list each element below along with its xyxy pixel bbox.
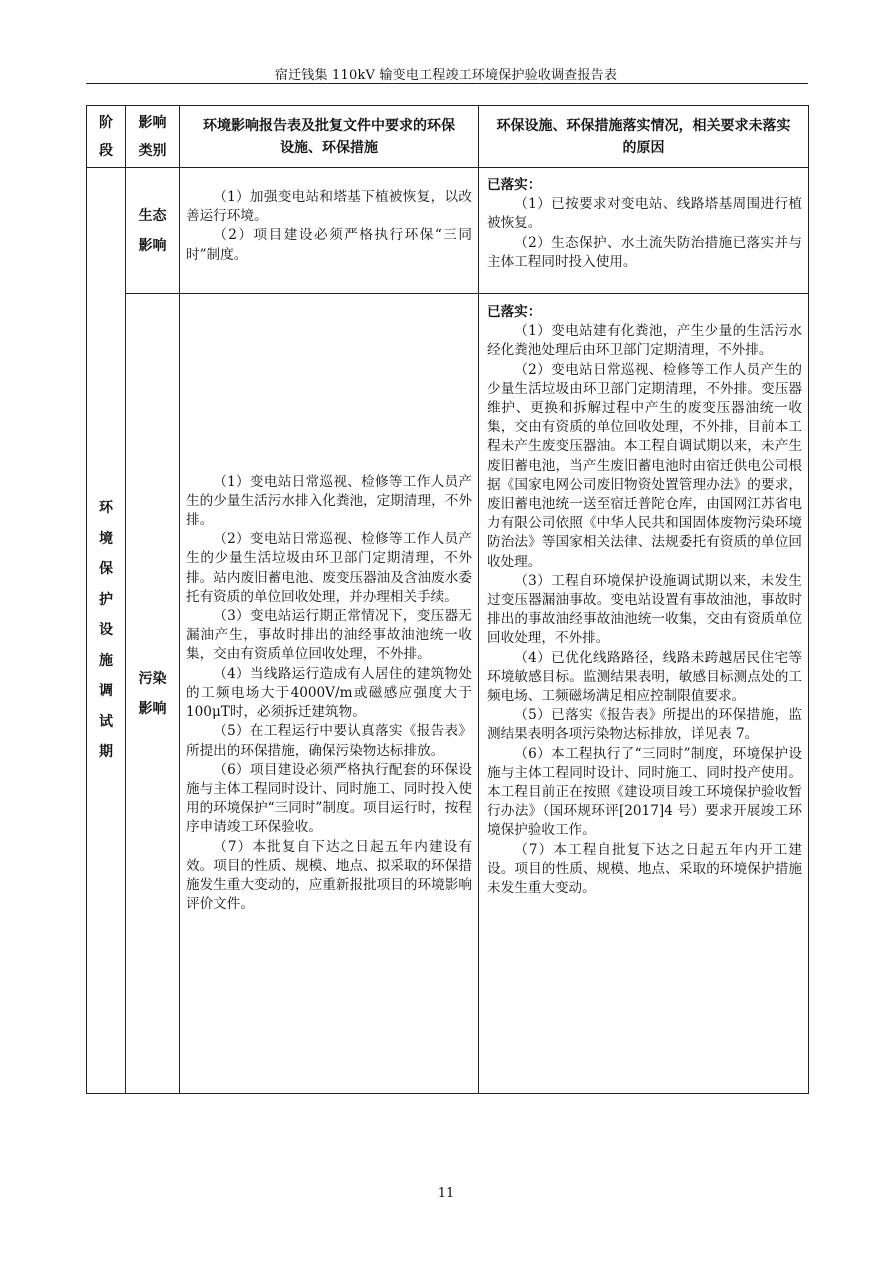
stage-cell bbox=[87, 168, 126, 1094]
implementation-item: （6）本工程执行了“三同时”制度，环境保护设施与主体工程同时设计、同时施工、同时投产使用。本工程目前正在按照《建设项目竣工环境保护验收暂行办法》（国环规环评[2017]4 号）要求开展竣工环境保护验收工作。 bbox=[487, 745, 802, 839]
column-header-implementation: 环保设施、环保措施落实情况，相关要求未落实的原因 bbox=[479, 106, 809, 168]
requirements-cell bbox=[180, 168, 479, 294]
requirement-item: （1）加强变电站和塔基下植被恢复，以改善运行环境。 bbox=[186, 189, 472, 225]
implementation-item: （2）生态保护、水土流失防治措施已落实并与主体工程同时投入使用。 bbox=[487, 234, 802, 270]
category-label: 污染影响 bbox=[138, 670, 167, 717]
implementation-item: （7）本工程自批复下达之日起五年内开工建设。项目的性质、规模、地点、采取的环境保护措施未发生重大变动。 bbox=[487, 841, 802, 897]
requirement-item: （4）当线路运行造成有人居住的建筑物处的工频电场大于4000V/m或磁感应强度大于100μT时，必须拆迁建筑物。 bbox=[186, 665, 472, 721]
category-cell-ecology bbox=[126, 168, 180, 294]
stage-label: 环境保护设施调试期 bbox=[99, 500, 113, 761]
requirement-item: （7）本批复自下达之日起五年内建设有效。项目的性质、规模、地点、拟采取的环保措施发生重大变动的，应重新报批项目的环境影响评价文件。 bbox=[186, 838, 472, 913]
category-cell-pollution bbox=[126, 294, 180, 1094]
header-divider bbox=[86, 83, 808, 84]
table-row-pollution bbox=[87, 294, 809, 1094]
implementation-item: （2）变电站日常巡视、检修等工作人员产生的少量生活垃圾由环卫部门定期清理，不外排。变压器维护、更换和拆解过程中产生的废变压器油统一收集，交由有资质的单位回收处理，不外排，目前本工程未产生废变压器油。本工程自调试期以来，未产生废旧蓄电池，当产生废旧蓄电池时由宿迁供电公司根据《国家电网公司废旧物资处置管理办法》的要求，废旧蓄电池统一送至宿迁普陀仓库，由国网江苏省电力有限公司依照《中华人民共和国固体废物污染环境防治法》等国家相关法律、法规委托有资质的单位回收处理。 bbox=[487, 361, 802, 570]
table-row-ecology bbox=[87, 168, 809, 294]
implementation-item: （3）工程自环境保护设施调试期以来，未发生过变压器漏油事故。变电站设置有事故油池，事故时排出的事故油经事故油池统一收集，交由有资质单位回收处理，不外排。 bbox=[487, 572, 802, 647]
requirement-item: （2）变电站日常巡视、检修等工作人员产生的少量生活垃圾由环卫部门定期清理，不外排。站内废旧蓄电池、废变压器油及含油废水委托有资质的单位回收处理，并办理相关手续。 bbox=[186, 531, 472, 605]
category-label: 生态影响 bbox=[138, 207, 167, 254]
implementation-item: （5）已落实《报告表》所提出的环保措施，监测结果表明各项污染物达标排放，详见表 7。 bbox=[487, 707, 802, 743]
requirement-item: （6）项目建设必须严格执行配套的环保设施与主体工程同时设计、同时施工、同时投入使用的环境保护“三同时”制度。项目运行时，按程序申请竣工环保验收。 bbox=[186, 761, 472, 836]
column-header-stage: 阶段 bbox=[87, 106, 126, 168]
implementation-item: （1）已按要求对变电站、线路塔基周围进行植被恢复。 bbox=[487, 196, 802, 232]
implementation-item: （1）变电站建有化粪池，产生少量的生活污水经化粪池处理后由环卫部门定期清理，不外排。 bbox=[487, 323, 802, 359]
requirement-item: （5）在工程运行中要认真落实《报告表》所提出的环保措施，确保污染物达标排放。 bbox=[186, 723, 472, 759]
requirement-item: （2）项目建设必须严格执行环保“三同时”制度。 bbox=[186, 227, 472, 263]
requirement-item: （3）变电站运行期正常情况下，变压器无漏油产生，事故时排出的油经事故油池统一收集，交由有资质单位回收处理，不外排。 bbox=[186, 608, 472, 663]
requirement-item: （1）变电站日常巡视、检修等工作人员产生的少量生活污水排入化粪池，定期清理，不外排。 bbox=[186, 473, 472, 529]
page-header-title: 宿迁钱集 110kV 输变电工程竣工环境保护验收调查报告表 bbox=[274, 68, 618, 83]
table-header-row bbox=[87, 106, 809, 168]
implementation-item: （4）已优化线路路径，线路未跨越居民住宅等环境敏感目标。监测结果表明，敏感目标测点处的工频电场、工频磁场满足相应控制限值要求。 bbox=[487, 649, 802, 705]
implementation-status: 已落实： bbox=[487, 177, 542, 193]
column-header-category: 影响类别 bbox=[126, 106, 180, 168]
acceptance-table bbox=[86, 105, 809, 1094]
column-header-requirements: 环境影响报告表及批复文件中要求的环保设施、环保措施 bbox=[180, 106, 479, 168]
implementation-cell bbox=[479, 294, 809, 1094]
implementation-cell bbox=[479, 168, 809, 294]
implementation-status: 已落实： bbox=[487, 304, 542, 320]
requirements-cell bbox=[180, 294, 479, 1094]
page-number: 11 bbox=[437, 1186, 455, 1201]
